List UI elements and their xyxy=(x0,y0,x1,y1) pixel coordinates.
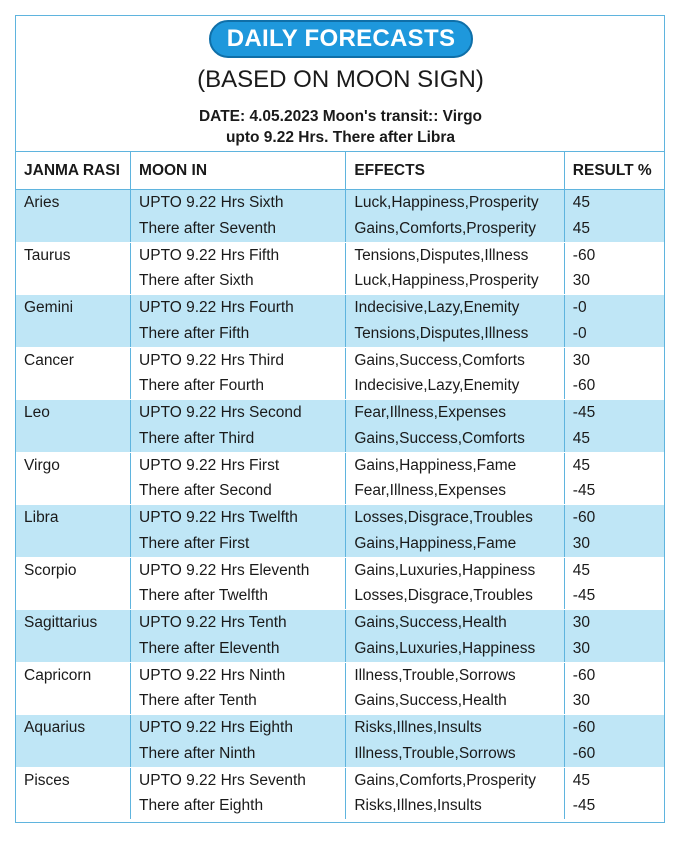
table-row xyxy=(16,190,664,243)
moon-in-cell xyxy=(131,557,346,610)
moon-in-cell xyxy=(131,505,346,558)
rasi-name-cell xyxy=(16,610,131,663)
result-cell xyxy=(564,505,664,558)
effect-upto: Indecisive,Lazy,Enemity xyxy=(354,299,520,316)
moon-in-there-after: There after Second xyxy=(139,482,272,499)
effects-cell xyxy=(346,715,564,768)
effects-cell xyxy=(346,400,564,453)
table-row xyxy=(16,662,664,715)
effect-upto: Gains,Luxuries,Happiness xyxy=(354,561,536,579)
moon-in-upto: UPTO 9.22 Hrs Eighth xyxy=(139,719,293,736)
moon-in-upto: UPTO 9.22 Hrs Second xyxy=(139,404,302,421)
effect-there-after: Gains,Success,Comforts xyxy=(354,429,525,447)
result-cell xyxy=(564,610,664,663)
effect-upto: Gains,Success,Health xyxy=(354,614,507,631)
effect-upto: Tensions,Disputes,Illness xyxy=(354,246,529,264)
effect-there-after: Losses,Disgrace,Troubles xyxy=(354,587,533,604)
effects-cell xyxy=(346,505,564,558)
result-there-after: 30 xyxy=(572,534,591,552)
effect-upto: Fear,Illness,Expenses xyxy=(354,404,506,421)
effect-there-after: Gains,Happiness,Fame xyxy=(354,534,517,552)
result-upto: -60 xyxy=(572,246,596,264)
result-upto: -60 xyxy=(572,719,596,736)
result-upto: -60 xyxy=(572,509,596,526)
moon-in-cell xyxy=(131,715,346,768)
moon-in-upto: UPTO 9.22 Hrs Fifth xyxy=(139,246,280,264)
rasi-name-cell xyxy=(16,662,131,715)
date-line-2: upto 9.22 Hrs. There after Libra xyxy=(225,129,456,146)
effect-upto: Illness,Trouble,Sorrows xyxy=(354,666,516,684)
rasi-cell: Virgo xyxy=(24,456,60,474)
table-row xyxy=(16,295,664,348)
result-there-after: -45 xyxy=(572,797,596,814)
rasi-name-cell xyxy=(16,295,131,348)
result-cell xyxy=(564,190,664,243)
table-row xyxy=(16,610,664,663)
effects-cell xyxy=(346,767,564,820)
effect-there-after: Gains,Success,Health xyxy=(354,692,507,709)
result-there-after: 45 xyxy=(572,219,591,237)
rasi-cell: Aries xyxy=(24,194,60,211)
moon-in-cell xyxy=(131,662,346,715)
effect-there-after: Fear,Illness,Expenses xyxy=(354,482,506,499)
rasi-cell: Libra xyxy=(24,509,59,526)
result-upto: 30 xyxy=(572,614,591,631)
moon-in-cell xyxy=(131,767,346,820)
result-cell xyxy=(564,452,664,505)
result-upto: -60 xyxy=(572,666,596,684)
result-upto: 45 xyxy=(572,771,591,789)
result-there-after: 30 xyxy=(572,272,591,289)
effect-upto: Gains,Success,Comforts xyxy=(354,351,525,369)
column-header-moon-in: MOON IN xyxy=(131,152,346,190)
moon-in-there-after: There after Ninth xyxy=(139,744,256,762)
effects-cell xyxy=(346,557,564,610)
table-header-row xyxy=(16,152,664,190)
rasi-cell: Scorpio xyxy=(24,561,77,579)
column-header-result: RESULT % xyxy=(564,152,664,190)
moon-in-there-after: There after Third xyxy=(139,429,255,447)
result-cell xyxy=(564,347,664,400)
date-line-1: DATE: 4.05.2023 Moon's transit:: Virgo xyxy=(198,108,483,125)
result-there-after: -45 xyxy=(572,482,596,499)
effects-cell xyxy=(346,190,564,243)
table-row xyxy=(16,242,664,295)
result-upto: 30 xyxy=(572,351,591,369)
moon-in-cell xyxy=(131,400,346,453)
effect-there-after: Risks,Illnes,Insults xyxy=(354,797,482,814)
moon-in-upto: UPTO 9.22 Hrs Twelfth xyxy=(139,509,298,526)
moon-in-there-after: There after Sixth xyxy=(139,272,254,289)
moon-in-upto: UPTO 9.22 Hrs Seventh xyxy=(139,771,306,789)
result-cell xyxy=(564,767,664,820)
moon-in-there-after: There after Seventh xyxy=(139,219,277,237)
table-row xyxy=(16,400,664,453)
effect-there-after: Luck,Happiness,Prosperity xyxy=(354,272,539,289)
moon-in-upto: UPTO 9.22 Hrs Sixth xyxy=(139,194,284,211)
moon-in-there-after: There after Twelfth xyxy=(139,587,268,604)
result-there-after: -45 xyxy=(572,587,596,604)
result-there-after: 30 xyxy=(572,639,591,657)
table-row xyxy=(16,715,664,768)
moon-in-cell xyxy=(131,295,346,348)
effects-cell xyxy=(346,662,564,715)
forecast-table-body xyxy=(16,190,664,820)
moon-in-cell xyxy=(131,452,346,505)
rasi-cell: Aquarius xyxy=(24,719,86,736)
rasi-name-cell xyxy=(16,715,131,768)
moon-in-upto: UPTO 9.22 Hrs First xyxy=(139,456,280,474)
result-upto: -0 xyxy=(572,299,587,316)
result-upto: 45 xyxy=(572,194,591,211)
moon-in-cell xyxy=(131,610,346,663)
moon-in-upto: UPTO 9.22 Hrs Tenth xyxy=(139,614,287,631)
moon-in-cell xyxy=(131,190,346,243)
moon-in-upto: UPTO 9.22 Hrs Eleventh xyxy=(139,561,310,579)
effects-cell xyxy=(346,610,564,663)
result-there-after: -0 xyxy=(572,324,587,342)
moon-in-cell xyxy=(131,242,346,295)
column-header-janma-rasi: JANMA RASI xyxy=(16,152,131,190)
table-row xyxy=(16,505,664,558)
moon-in-there-after: There after Fourth xyxy=(139,377,264,394)
rasi-cell: Capricorn xyxy=(24,666,92,684)
rasi-cell: Leo xyxy=(24,404,50,421)
rasi-cell: Pisces xyxy=(24,771,70,789)
effects-cell xyxy=(346,452,564,505)
moon-in-upto: UPTO 9.22 Hrs Third xyxy=(139,351,285,369)
rasi-cell: Gemini xyxy=(24,299,74,316)
result-there-after: 45 xyxy=(572,429,591,447)
effects-cell xyxy=(346,242,564,295)
rasi-name-cell xyxy=(16,347,131,400)
table-row xyxy=(16,767,664,820)
effect-there-after: Illness,Trouble,Sorrows xyxy=(354,744,516,762)
result-cell xyxy=(564,715,664,768)
title-banner xyxy=(209,20,473,58)
result-upto: -45 xyxy=(572,404,596,421)
rasi-name-cell xyxy=(16,557,131,610)
result-there-after: -60 xyxy=(572,744,596,762)
moon-in-upto: UPTO 9.22 Hrs Ninth xyxy=(139,666,286,684)
result-cell xyxy=(564,662,664,715)
result-cell xyxy=(564,295,664,348)
rasi-name-cell xyxy=(16,400,131,453)
effect-there-after: Gains,Luxuries,Happiness xyxy=(354,639,536,657)
moon-in-there-after: There after Eleventh xyxy=(139,639,280,657)
moon-in-there-after: There after First xyxy=(139,534,250,552)
moon-in-there-after: There after Eighth xyxy=(139,797,264,814)
result-there-after: -60 xyxy=(572,377,596,394)
effect-upto: Gains,Happiness,Fame xyxy=(354,456,517,474)
page-title: DAILY FORECASTS xyxy=(226,25,456,52)
rasi-cell: Sagittarius xyxy=(24,614,98,631)
effect-upto: Risks,Illnes,Insults xyxy=(354,719,482,736)
result-cell xyxy=(564,400,664,453)
result-there-after: 30 xyxy=(572,692,591,709)
table-row xyxy=(16,452,664,505)
effect-upto: Losses,Disgrace,Troubles xyxy=(354,509,533,526)
rasi-name-cell xyxy=(16,505,131,558)
table-row xyxy=(16,557,664,610)
forecast-table xyxy=(16,151,664,820)
effect-there-after: Tensions,Disputes,Illness xyxy=(354,324,529,342)
effects-cell xyxy=(346,347,564,400)
moon-in-there-after: There after Fifth xyxy=(139,324,250,342)
rasi-name-cell xyxy=(16,242,131,295)
rasi-cell: Taurus xyxy=(24,246,71,264)
rasi-cell: Cancer xyxy=(24,351,74,369)
effects-cell xyxy=(346,295,564,348)
result-upto: 45 xyxy=(572,561,591,579)
rasi-name-cell xyxy=(16,452,131,505)
subtitle: (BASED ON MOON SIGN) xyxy=(197,66,484,93)
table-row xyxy=(16,347,664,400)
result-upto: 45 xyxy=(572,456,591,474)
rasi-name-cell xyxy=(16,767,131,820)
result-cell xyxy=(564,557,664,610)
effect-there-after: Gains,Comforts,Prosperity xyxy=(354,219,537,237)
moon-in-upto: UPTO 9.22 Hrs Fourth xyxy=(139,299,294,316)
rasi-name-cell xyxy=(16,190,131,243)
result-cell xyxy=(564,242,664,295)
moon-in-there-after: There after Tenth xyxy=(139,692,257,709)
effect-there-after: Indecisive,Lazy,Enemity xyxy=(354,377,520,394)
moon-in-cell xyxy=(131,347,346,400)
effect-upto: Luck,Happiness,Prosperity xyxy=(354,194,539,211)
effect-upto: Gains,Comforts,Prosperity xyxy=(354,771,537,789)
column-header-effects: EFFECTS xyxy=(346,152,564,190)
